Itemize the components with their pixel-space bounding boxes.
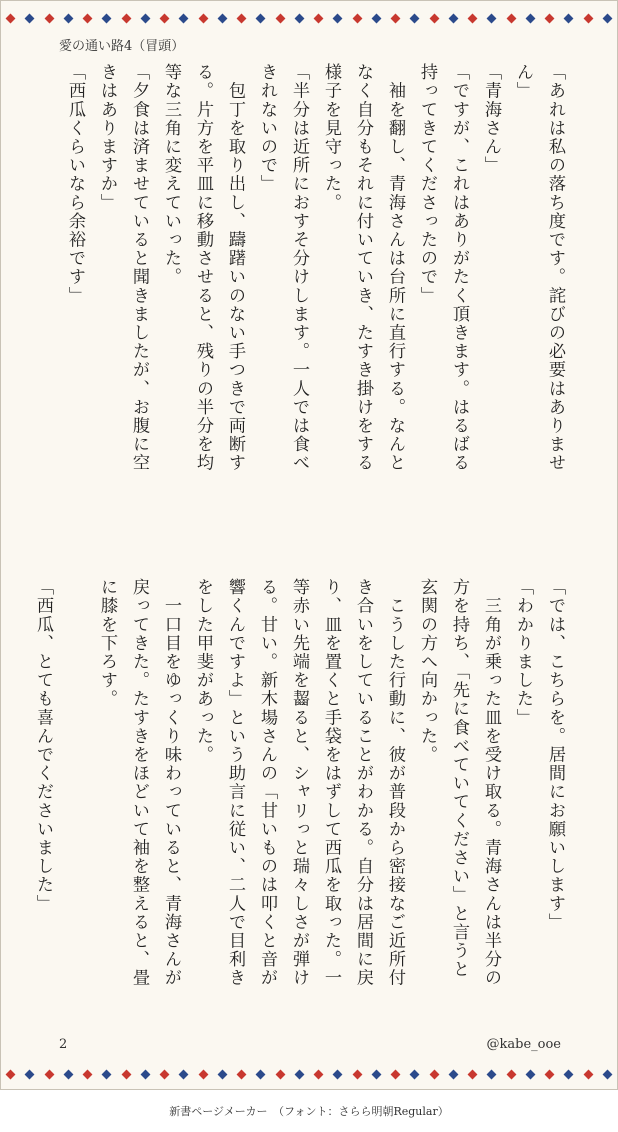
border-diamond (102, 1069, 112, 1079)
border-diamond (256, 13, 266, 23)
border-diamond (25, 13, 35, 23)
border-diamond (487, 13, 497, 23)
border-diamond (294, 13, 304, 23)
border-diamond (429, 1069, 439, 1079)
border-diamond (564, 13, 574, 23)
border-diamond (198, 13, 208, 23)
border-diamond (83, 1069, 93, 1079)
border-diamond (448, 13, 458, 23)
author-handle: @kabe_ooe (486, 1037, 561, 1052)
border-diamond (506, 1069, 516, 1079)
text-block-lower: 「では、こちらを。居間にお願いします」 「わかりました」 三角が乗った皿を受け取る。青海さんは半分の 方を持ち、「先に食べていてください」と言うと 玄関の方へ向かった。 こうした行動に、彼が普段から密接なご近所付 き合いをしていることがわかる。自分は居間に戻 り、皿を置くと手袋をはずして西瓜を取った。一 等赤い先端を齧ると、シャリっと瑞々しさが弾け る。甘い。新木場さんの「甘いものは叩くと音が 響くんですよ」という助言に従い、二人で目利き をした甲斐があった。 一口目をゆっくり味わっていると、青海さんが 戻ってきた。たすきをほどいて袖を整えると、畳 に膝を下ろす。 「西瓜、とても喜んでくださいました」 (33, 578, 565, 988)
border-diamond (314, 13, 324, 23)
border-diamond (506, 13, 516, 23)
border-diamond (6, 13, 16, 23)
page-number: 2 (59, 1037, 68, 1052)
border-diamond (333, 13, 343, 23)
border-diamond (25, 1069, 35, 1079)
border-diamond (545, 1069, 555, 1079)
border-diamond (391, 1069, 401, 1079)
border-diamond (63, 1069, 73, 1079)
border-diamond (487, 1069, 497, 1079)
text-block-upper: 「あれは私の落ち度です。詫びの必要はありませ ん」 「青海さん」 「ですが、これはありがたく頂きます。はるばる 持ってきてくださったので」 袖を翻し、青海さんは台所に直行する。なんと なく自分もそれに付いていき、たすき掛けをする 様子を見守った。 「半分は近所におすそ分けします。一人では食べ きれないので」 包丁を取り出し、躊躇いのない手つきで両断す る。片方を平皿に移動させると、残りの半分を均 等な三角に変えていった。 「夕食は済ませていると聞きましたが、お腹に空 きはありますか」 「西瓜くらいなら余裕です」 (65, 63, 565, 473)
border-diamond (237, 1069, 247, 1079)
border-diamond (237, 13, 247, 23)
border-diamond (583, 13, 593, 23)
border-diamond (140, 13, 150, 23)
border-diamond (448, 1069, 458, 1079)
border-diamond (6, 1069, 16, 1079)
border-diamond (294, 1069, 304, 1079)
border-diamond (391, 13, 401, 23)
border-diamond (468, 1069, 478, 1079)
border-diamond (160, 1069, 170, 1079)
border-diamond (140, 1069, 150, 1079)
body-text-area (33, 63, 571, 1033)
border-diamond (371, 1069, 381, 1079)
border-diamond (198, 1069, 208, 1079)
decorative-border-bottom (7, 1067, 611, 1081)
border-diamond (314, 1069, 324, 1079)
border-diamond (44, 1069, 54, 1079)
border-diamond (602, 1069, 612, 1079)
border-diamond (564, 1069, 574, 1079)
border-diamond (160, 13, 170, 23)
app-caption: 新書ページメーカー （フォント：さらら明朝Regular） (169, 1105, 449, 1118)
border-diamond (525, 13, 535, 23)
border-diamond (352, 1069, 362, 1079)
page-title: 愛の通い路4（冒頭） (59, 39, 185, 54)
border-diamond (275, 13, 285, 23)
border-diamond (545, 13, 555, 23)
border-diamond (44, 13, 54, 23)
border-diamond (179, 1069, 189, 1079)
border-diamond (602, 13, 612, 23)
border-diamond (583, 1069, 593, 1079)
border-diamond (429, 13, 439, 23)
border-diamond (121, 13, 131, 23)
border-diamond (102, 13, 112, 23)
border-diamond (179, 13, 189, 23)
border-diamond (256, 1069, 266, 1079)
border-diamond (371, 13, 381, 23)
border-diamond (352, 13, 362, 23)
border-diamond (83, 13, 93, 23)
decorative-border-top (7, 11, 611, 25)
border-diamond (121, 1069, 131, 1079)
border-diamond (410, 1069, 420, 1079)
border-diamond (275, 1069, 285, 1079)
border-diamond (468, 13, 478, 23)
border-diamond (333, 1069, 343, 1079)
border-diamond (217, 1069, 227, 1079)
border-diamond (63, 13, 73, 23)
border-diamond (217, 13, 227, 23)
border-diamond (410, 13, 420, 23)
border-diamond (525, 1069, 535, 1079)
